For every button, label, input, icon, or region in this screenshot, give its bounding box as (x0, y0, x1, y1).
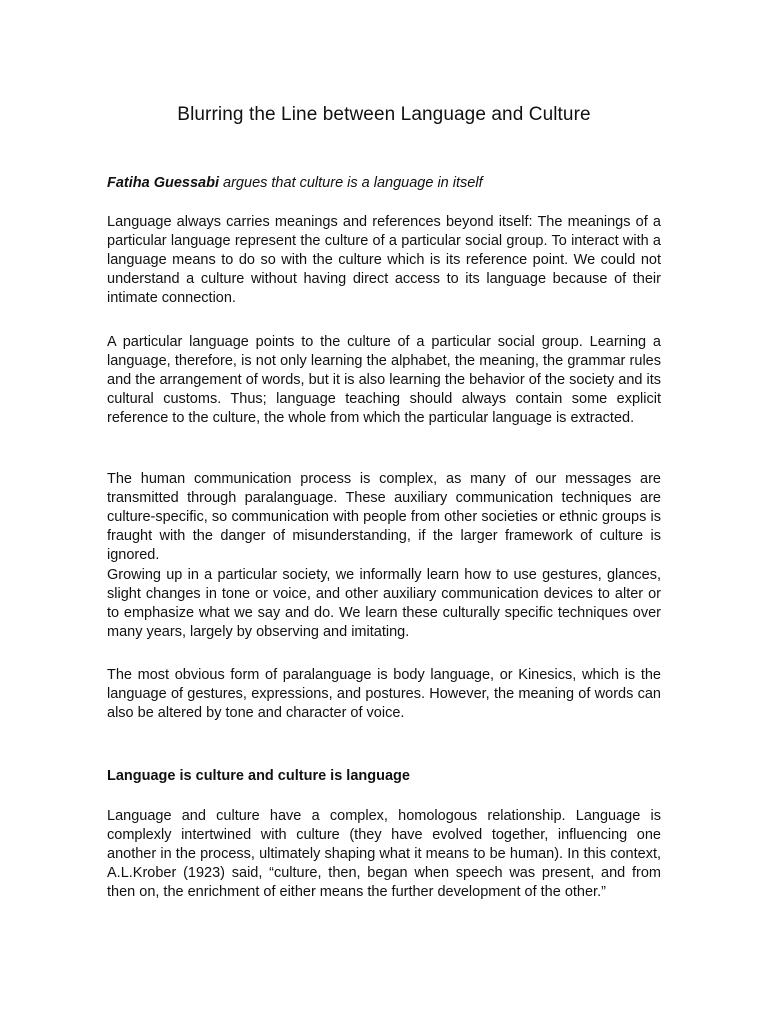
author-name: Fatiha Guessabi (107, 175, 220, 191)
paragraph: Language and culture have a complex, homologous relationship. Language is complexly intertwined with culture (they have evolved together, influencing one another in the process, ultimately shaping what it means to be human). In this context, A.L.Krober (1923) said, “culture, then, began when speech was present, and from then on, the enrichment of either means the further development of the other.” (107, 808, 661, 900)
paragraph: The most obvious form of paralanguage is body language, or Kinesics, which is the language of gestures, expressions, and postures. However, the meaning of words can also be altered by tone and character of voice. (107, 667, 661, 721)
paragraph: Language always carries meanings and references beyond itself: The meanings of a particular language represent the culture of a particular social group. To interact with a language means to do so with the culture which is its reference point. We could not understand a culture without having direct access to its language because of their intimate connection. (107, 214, 661, 306)
paragraph: Growing up in a particular society, we informally learn how to use gestures, glances, slight changes in tone or voice, and other auxiliary communication devices to alter or to emphasize what we say and do. We learn these culturally specific techniques over many years, largely by observing and imitating. (107, 567, 661, 640)
page-title: Blurring the Line between Language and Culture (177, 104, 591, 125)
paragraph: A particular language points to the culture of a particular social group. Learning a language, therefore, is not only learning the alphabet, the meaning, the grammar rules and the arrangement of words, but it is also learning the behavior of the society and its cultural customs. Thus; language teaching should always contain some explicit reference to the culture, the whole from which the particular language is extracted. (107, 334, 661, 426)
byline-tagline: argues that culture is a language in itself (219, 175, 483, 191)
section-heading: Language is culture and culture is language (107, 768, 410, 784)
paragraph: The human communication process is complex, as many of our messages are transmitted through paralanguage. These auxiliary communication techniques are culture-specific, so communication with people from other societies or ethnic groups is fraught with the danger of misunderstanding, if the larger framework of culture is ignored. (107, 471, 661, 563)
byline (107, 175, 667, 191)
